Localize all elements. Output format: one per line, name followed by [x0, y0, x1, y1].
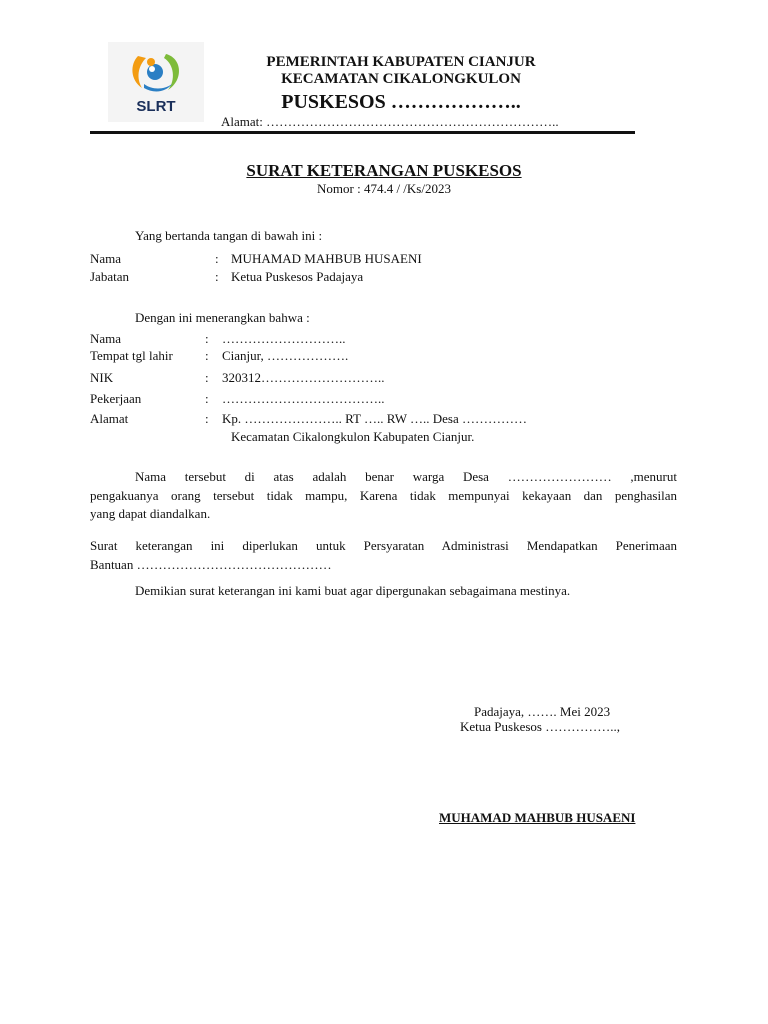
- subject-name-value: ………………………..: [222, 331, 346, 346]
- header-district: KECAMATAN CIKALONGKULON: [281, 71, 521, 87]
- logo-text: SLRT: [136, 98, 176, 115]
- subject-address-line1: Kp. ………………….. RT ….. RW ….. Desa ……………: [222, 411, 527, 426]
- subject-birth-sep: :: [205, 348, 209, 363]
- signature-place-date: Padajaya, ……. Mei 2023: [474, 704, 611, 719]
- subject-address-line2: Kecamatan Cikalongkulon Kabupaten Cianjur.: [231, 429, 475, 444]
- paragraph-1: [90, 468, 677, 524]
- subject-job-sep: :: [205, 391, 209, 406]
- subject-job-value: ………………………………..: [222, 391, 385, 406]
- intro-text: Yang bertanda tangan di bawah ini :: [135, 228, 323, 243]
- signer-position-label: Jabatan: [90, 269, 129, 284]
- letter-title: SURAT KETERANGAN PUSKESOS: [246, 161, 522, 180]
- paragraph-2: [90, 537, 677, 574]
- letter-number: Nomor : 474.4 / /Ks/2023: [317, 181, 451, 196]
- signer-name-value: MUHAMAD MAHBUB HUSAENI: [231, 251, 422, 266]
- signer-position-sep: :: [215, 269, 219, 284]
- subject-nik-value: 320312………………………..: [222, 370, 385, 385]
- statement-text: Dengan ini menerangkan bahwa :: [135, 310, 310, 325]
- paragraph-2-line-2: Bantuan ………………………………………: [90, 556, 332, 572]
- signer-name-sep: :: [215, 251, 219, 266]
- header-puskesos: PUSKESOS ………………..: [281, 91, 521, 113]
- signer-name-label: Nama: [90, 251, 122, 266]
- subject-job-label: Pekerjaan: [90, 391, 142, 406]
- subject-name-sep: :: [205, 331, 209, 346]
- paragraph-1-line-1: Nama tersebut di atas adalah benar warga Desa …………………… ,menurut: [135, 469, 677, 484]
- closing-text: Demikian surat keterangan ini kami buat agar dipergunakan sebagaimana mestinya.: [135, 583, 571, 598]
- subject-birth-label: Tempat tgl lahir: [90, 348, 173, 363]
- slrt-emblem-icon: [108, 42, 204, 102]
- paragraph-1-line-2: pengakuanya orang tersebut tidak mampu, Karena tidak mempunyai kekayaan dan penghasilan: [90, 487, 677, 503]
- signer-position-value: Ketua Puskesos Padajaya: [231, 269, 364, 284]
- paragraph-1-line-3: yang dapat diandalkan.: [90, 506, 211, 521]
- header-government: PEMERINTAH KABUPATEN CIANJUR: [266, 54, 536, 70]
- subject-nik-label: NIK: [90, 370, 114, 385]
- subject-address-label: Alamat: [90, 411, 129, 426]
- paragraph-2-line-1: Surat keterangan ini diperlukan untuk Persyaratan Administrasi Mendapatkan Penerimaan: [90, 538, 677, 553]
- slrt-logo: [108, 42, 204, 122]
- subject-name-label: Nama: [90, 331, 122, 346]
- subject-birth-value: Cianjur, ……………….: [222, 348, 349, 363]
- subject-address-sep: :: [205, 411, 209, 426]
- subject-nik-sep: :: [205, 370, 209, 385]
- header-address: Alamat: …………………………………………………………..: [221, 114, 559, 129]
- header-divider: [90, 131, 635, 134]
- signature-name: MUHAMAD MAHBUB HUSAENI: [439, 810, 636, 825]
- signature-role: Ketua Puskesos ……………..,: [460, 719, 620, 734]
